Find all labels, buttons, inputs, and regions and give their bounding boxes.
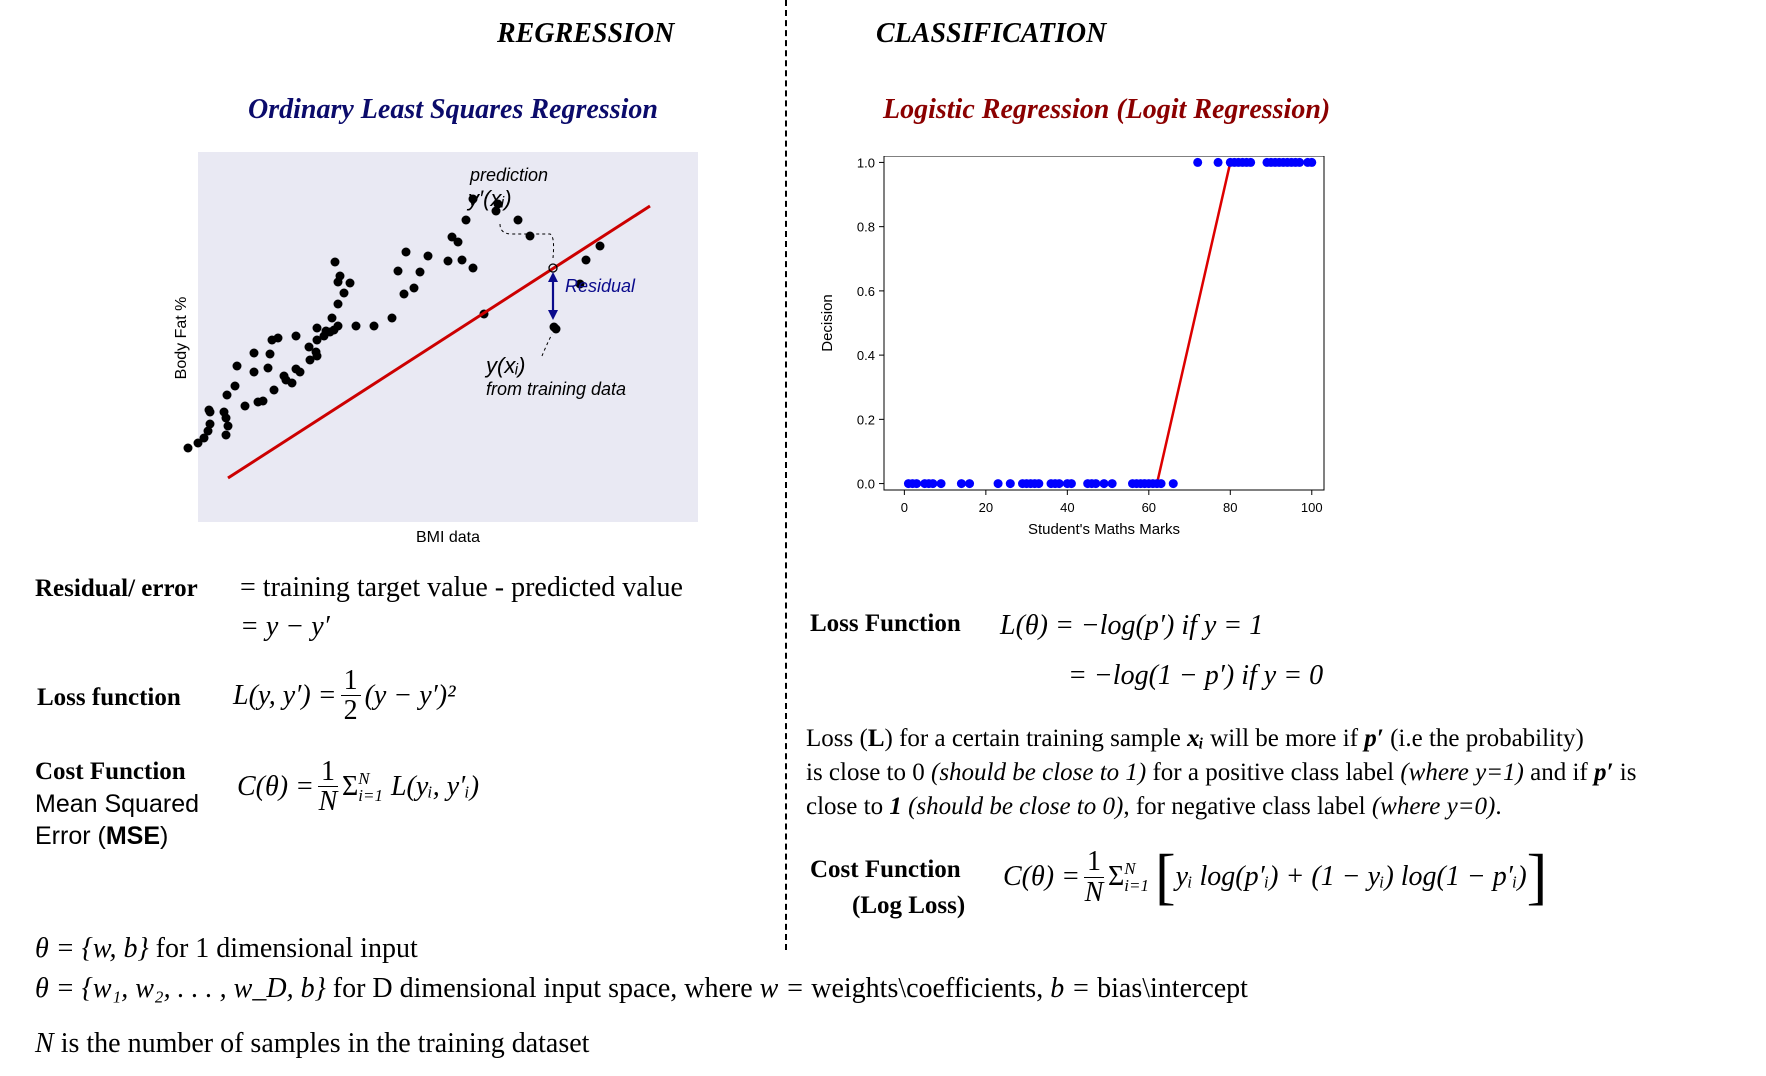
logit-loss-label: Loss Function	[810, 610, 961, 637]
ols-point	[205, 406, 214, 415]
expl-1d: xᵢ	[1187, 725, 1204, 752]
logloss-den: N	[1084, 876, 1104, 908]
loss-explanation	[806, 722, 1756, 824]
ols-point	[526, 232, 535, 241]
actual-point	[550, 323, 559, 332]
expl-1e: will be more if	[1203, 725, 1365, 752]
left-bracket: [	[1154, 843, 1176, 911]
ols-point	[313, 324, 322, 333]
mse-cost-fraction	[318, 757, 338, 817]
logloss-sigma-sub: i=1	[1124, 876, 1149, 895]
expl-2b: (should be close to 1)	[931, 759, 1147, 786]
logit-point	[928, 479, 937, 488]
w-text: weights\coefficients,	[811, 973, 1051, 1004]
ols-point	[270, 386, 279, 395]
ols-point	[469, 264, 478, 273]
logloss-rhs: yᵢ log(p′ᵢ) + (1 − yᵢ) log(1 − p′ᵢ)	[1175, 861, 1527, 892]
ols-point	[424, 252, 433, 261]
theta-dd: θ = {w₁, w₂, . . . , w_D, b}	[35, 973, 326, 1004]
logit-frame	[884, 156, 1324, 490]
residual-eq1: = training target value - predicted value	[240, 572, 683, 603]
ols-point	[282, 376, 291, 385]
theta-1d-text: for 1 dimensional input	[148, 933, 418, 964]
ols-point	[388, 314, 397, 323]
logit-ylabel: Decision	[819, 294, 836, 352]
n-symbol: N	[35, 1028, 54, 1059]
w-symbol: w =	[759, 973, 812, 1004]
logloss-num: 1	[1084, 847, 1104, 877]
ols-point	[223, 391, 232, 400]
explanation-line-2	[806, 756, 1756, 790]
logloss-lhs: C(θ) =	[1003, 861, 1080, 892]
theta-dd-text: for D dimensional input space, where	[325, 973, 760, 1004]
ols-point	[250, 349, 259, 358]
logit-point	[965, 479, 974, 488]
mse-sigma-limits	[358, 770, 383, 804]
n-text: is the number of samples in the training dataset	[53, 1028, 590, 1059]
logit-point	[1193, 158, 1202, 167]
logit-point	[912, 479, 921, 488]
ols-point	[250, 368, 259, 377]
residual-label: Residual	[565, 276, 636, 296]
prediction-label: prediction	[470, 165, 549, 185]
expl-1g: (i.e the probability)	[1383, 725, 1584, 752]
ols-point	[224, 422, 233, 431]
ols-point	[264, 364, 273, 373]
logit-point	[1214, 158, 1223, 167]
x-tick-label: 0	[900, 500, 908, 515]
logloss-equation	[1003, 843, 1548, 911]
logit-xlabel: Student's Maths Marks	[1027, 521, 1181, 538]
logit-title: Logistic Regression (Logit Regression)	[883, 94, 1331, 125]
mse-sublabel-2c: )	[160, 822, 169, 850]
ols-point	[222, 431, 231, 440]
ols-point	[334, 300, 343, 309]
expl-3a: close to	[806, 793, 890, 820]
ols-point	[582, 256, 591, 265]
expl-3d: , for negative class label	[1123, 793, 1372, 820]
ols-point	[292, 332, 301, 341]
mse-cost-den: N	[318, 786, 338, 818]
regression-header: REGRESSION	[497, 18, 675, 49]
loss-label: Loss function	[37, 684, 181, 711]
ols-point	[462, 216, 471, 225]
ols-scatter-plot	[160, 148, 720, 548]
cost-label: Cost Function	[35, 758, 186, 785]
ols-point	[394, 267, 403, 276]
ols-point	[233, 362, 242, 371]
mse-sigma-sub: i=1	[358, 785, 383, 805]
logit-axes	[884, 156, 1324, 490]
loss-den: 2	[343, 695, 358, 727]
logit-point	[1157, 479, 1166, 488]
ols-point	[231, 382, 240, 391]
y-tick-label: 0.4	[856, 348, 875, 364]
ols-ylabel: Body Fat %	[173, 296, 190, 380]
ols-point	[274, 334, 283, 343]
logit-point	[1055, 479, 1064, 488]
expl-3c: (should be close to 0)	[901, 793, 1124, 820]
ols-point	[400, 290, 409, 299]
logit-point	[1169, 479, 1178, 488]
logloss-sigma: Σ	[1107, 861, 1125, 892]
ols-xlabel: BMI data	[415, 529, 481, 546]
ols-point	[346, 279, 355, 288]
theta-1d: θ = {w, b}	[35, 933, 149, 964]
mse-sublabel-2a: Error (	[35, 822, 106, 850]
y-tick-label: 0.0	[856, 476, 875, 492]
mse-loss-equation	[233, 666, 455, 726]
y-tick-label: 0.8	[856, 219, 875, 235]
loss-num: 1	[341, 666, 361, 696]
logit-loss-line2: = −log(1 − p′) if y = 0	[1068, 660, 1324, 691]
ols-point	[596, 242, 605, 251]
actual-label: from training data	[486, 379, 627, 399]
logit-loss-line1: L(θ) = −log(p′) if y = 1	[1000, 610, 1264, 641]
b-symbol: b =	[1050, 973, 1098, 1004]
logit-point	[1067, 479, 1076, 488]
actual-math: y(xᵢ)	[486, 353, 526, 378]
footer-line-1	[35, 933, 418, 965]
expl-1b: L	[867, 725, 885, 752]
mse-cost-rhs: L(yᵢ, y′ᵢ)	[390, 770, 480, 802]
classification-header: CLASSIFICATION	[876, 18, 1107, 49]
mse-sigma: Σ	[341, 770, 359, 802]
logit-point	[1246, 158, 1255, 167]
expl-2f: p′	[1594, 759, 1614, 786]
ols-point	[266, 350, 275, 359]
mse-sigma-sup: N	[358, 768, 370, 788]
x-tick-label: 40	[1060, 500, 1075, 515]
mse-sublabel-2	[35, 822, 168, 851]
ols-point	[296, 368, 305, 377]
logit-point	[1295, 158, 1304, 167]
ols-point	[259, 397, 268, 406]
loss-fraction	[341, 666, 361, 726]
ols-title: Ordinary Least Squares Regression	[248, 94, 658, 125]
logit-chart	[808, 156, 1388, 596]
footer-line-2	[35, 973, 1248, 1005]
expl-2e: and if	[1523, 759, 1594, 786]
logit-point	[1006, 479, 1015, 488]
expl-3e: (where y=0)	[1371, 793, 1496, 820]
logit-point	[1034, 479, 1043, 488]
y-tick-label: 1.0	[856, 156, 875, 171]
x-tick-label: 100	[1300, 500, 1323, 515]
ols-point	[514, 216, 523, 225]
expl-2g: is	[1613, 759, 1637, 786]
ols-point	[313, 352, 322, 361]
logit-point	[957, 479, 966, 488]
residual-eq2: = y − y′	[240, 611, 330, 642]
logloss-sigma-sup: N	[1124, 859, 1136, 878]
ols-point	[458, 256, 467, 265]
x-tick-label: 20	[978, 500, 994, 515]
right-bracket: ]	[1526, 843, 1548, 911]
section-divider	[785, 0, 787, 950]
ols-point	[334, 322, 343, 331]
ols-point	[334, 278, 343, 287]
logit-point	[1091, 479, 1100, 488]
ols-point	[241, 402, 250, 411]
residual-label-text: Residual/ error	[35, 575, 198, 602]
loss-lhs: L(y, y′) =	[233, 679, 337, 711]
logit-point	[1100, 479, 1109, 488]
logloss-sigma-limits	[1124, 860, 1149, 894]
ols-point	[206, 420, 215, 429]
ols-point	[220, 408, 229, 417]
logit-point	[1307, 158, 1316, 167]
b-text: bias\intercept	[1097, 973, 1248, 1004]
ols-point	[444, 257, 453, 266]
mse-cost-equation	[237, 757, 479, 817]
ols-point	[328, 314, 337, 323]
footer-line-3	[35, 1028, 589, 1060]
ols-point	[184, 444, 193, 453]
expl-2d: (where y=1)	[1400, 759, 1524, 786]
ols-point	[416, 268, 425, 277]
mse-abbrev: MSE	[105, 822, 161, 850]
prediction-math: y′(xᵢ)	[468, 186, 512, 211]
y-tick-label: 0.2	[856, 412, 875, 428]
x-tick-label: 80	[1223, 500, 1238, 515]
ols-point	[402, 248, 411, 257]
expl-2a: is close to 0	[806, 759, 931, 786]
expl-1f: p′	[1364, 725, 1384, 752]
explanation-line-1	[806, 722, 1756, 756]
expl-2c: for a positive class label	[1146, 759, 1401, 786]
expl-3f: .	[1495, 793, 1502, 820]
ols-point	[331, 258, 340, 267]
ols-point	[410, 284, 419, 293]
logloss-sublabel: (Log Loss)	[852, 892, 966, 919]
mse-sublabel-1: Mean Squared	[35, 790, 200, 818]
expl-3b: 1	[889, 793, 902, 820]
y-tick-label: 0.6	[856, 283, 875, 299]
ols-point	[340, 289, 349, 298]
logit-point	[994, 479, 1003, 488]
logloss-fraction	[1084, 847, 1104, 907]
ols-point	[454, 238, 463, 247]
expl-1c: ) for a certain training sample	[884, 725, 1188, 752]
ols-point	[352, 322, 361, 331]
x-tick-label: 60	[1141, 500, 1157, 515]
ols-point	[322, 327, 331, 336]
logit-point	[1108, 479, 1117, 488]
expl-1a: Loss (	[806, 725, 868, 752]
mse-cost-num: 1	[318, 757, 338, 787]
mse-cost-lhs: C(θ) =	[237, 770, 314, 802]
explanation-line-3	[806, 790, 1756, 824]
logit-point	[937, 479, 946, 488]
ols-point	[370, 322, 379, 331]
loss-rhs: (y − y′)²	[364, 679, 456, 711]
logloss-label: Cost Function	[810, 856, 961, 883]
